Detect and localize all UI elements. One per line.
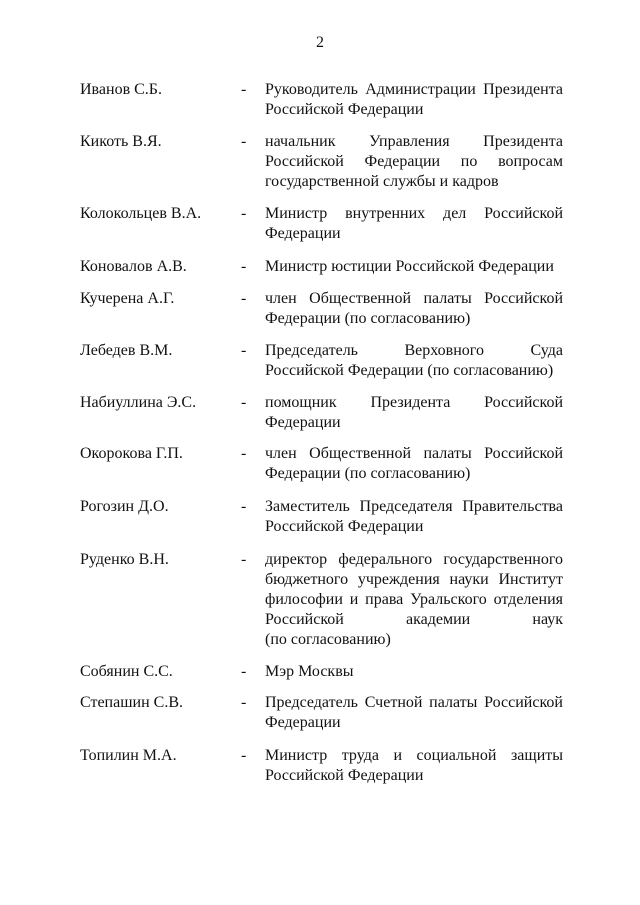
list-item — [0, 132, 640, 204]
member-role — [265, 204, 563, 244]
list-item — [0, 80, 640, 132]
member-name: Степашин С.В. — [80, 694, 184, 711]
member-role — [265, 693, 563, 733]
role-line: Российской Федерации (по согласованию) — [265, 362, 554, 379]
member-name: Лебедев В.М. — [80, 342, 173, 359]
role-line: философии и права Уральского отделения — [265, 591, 563, 608]
member-role — [265, 393, 563, 433]
list-item — [0, 257, 640, 289]
list-item — [0, 497, 640, 550]
member-role — [265, 257, 563, 277]
member-role — [265, 550, 563, 650]
role-line: Заместитель Председателя Правительства — [265, 498, 563, 515]
role-line: Руководитель Администрации Президента — [265, 81, 563, 98]
list-item — [0, 289, 640, 341]
member-role — [265, 80, 563, 120]
dash-separator: - — [241, 694, 247, 711]
list-item — [0, 341, 640, 393]
dash-separator: - — [241, 205, 247, 222]
members-list — [0, 80, 640, 798]
role-line: Председатель Счетной палаты Российской — [265, 694, 563, 711]
member-name: Кучерена А.Г. — [80, 290, 175, 307]
dash-separator: - — [241, 290, 247, 307]
member-name: Топилин М.А. — [80, 747, 177, 764]
list-item — [0, 662, 640, 693]
role-line: Российской академии наук — [265, 611, 563, 628]
role-line: Министр внутренних дел Российской — [265, 205, 563, 222]
role-line: директор федерального государственного — [265, 551, 563, 568]
dash-separator: - — [241, 342, 247, 359]
dash-separator: - — [241, 663, 247, 680]
member-name: Коновалов А.В. — [80, 258, 187, 275]
role-line: начальник Управления Президента — [265, 133, 563, 150]
dash-separator: - — [241, 747, 247, 764]
dash-separator: - — [241, 81, 247, 98]
member-name: Кикоть В.Я. — [80, 133, 162, 150]
role-line: государственной службы и кадров — [265, 173, 499, 190]
role-line: Федерации (по согласованию) — [265, 310, 471, 327]
member-name: Набиуллина Э.С. — [80, 394, 197, 411]
list-item — [0, 746, 640, 798]
role-line: Федерации — [265, 414, 341, 431]
role-line: (по согласованию) — [265, 631, 391, 648]
role-line: помощник Президента Российской — [265, 394, 563, 411]
dash-separator: - — [241, 445, 247, 462]
member-role — [265, 289, 563, 329]
member-name: Окорокова Г.П. — [80, 445, 183, 462]
member-name: Иванов С.Б. — [80, 81, 162, 98]
member-role — [265, 341, 563, 381]
list-item — [0, 550, 640, 662]
list-item — [0, 204, 640, 257]
role-line: Председатель Верховного Суда — [265, 342, 563, 359]
dash-separator: - — [241, 498, 247, 515]
member-name: Колокольцев В.А. — [80, 205, 202, 222]
page-number: 2 — [316, 34, 324, 51]
role-line: Российской Федерации — [265, 518, 424, 535]
role-line: Российской Федерации по вопросам — [265, 153, 563, 170]
role-line: Федерации (по согласованию) — [265, 465, 471, 482]
dash-separator: - — [241, 133, 247, 150]
role-line: бюджетного учреждения науки Институт — [265, 571, 563, 588]
member-name: Рогозин Д.О. — [80, 498, 169, 515]
member-role — [265, 746, 563, 786]
role-line: член Общественной палаты Российской — [265, 445, 563, 462]
role-line: Федерации — [265, 714, 341, 731]
list-item — [0, 693, 640, 746]
member-role — [265, 444, 563, 484]
list-item — [0, 393, 640, 444]
role-line: Российской Федерации — [265, 767, 424, 784]
role-line: Министр труда и социальной защиты — [265, 747, 563, 764]
role-line: член Общественной палаты Российской — [265, 290, 563, 307]
list-item — [0, 444, 640, 497]
member-name: Руденко В.Н. — [80, 551, 169, 568]
member-role — [265, 662, 563, 682]
dash-separator: - — [241, 258, 247, 275]
member-role — [265, 132, 563, 192]
role-line: Российской Федерации — [265, 101, 424, 118]
member-name: Собянин С.С. — [80, 663, 173, 680]
role-line: Федерации — [265, 225, 341, 242]
member-role — [265, 497, 563, 537]
dash-separator: - — [241, 551, 247, 568]
role-line: Министр юстиции Российской Федерации — [265, 258, 554, 275]
dash-separator: - — [241, 394, 247, 411]
role-line: Мэр Москвы — [265, 663, 354, 680]
